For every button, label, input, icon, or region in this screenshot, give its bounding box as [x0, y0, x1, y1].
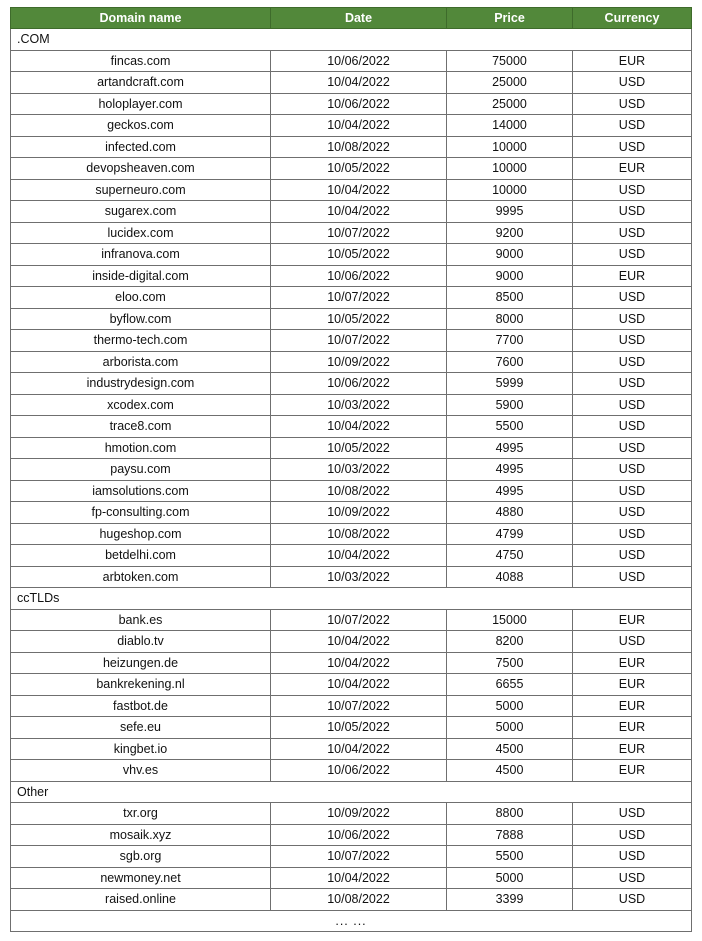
domain-cell: superneuro.com — [11, 179, 271, 201]
domain-cell: sgb.org — [11, 846, 271, 868]
price-cell: 8500 — [447, 287, 573, 309]
date-cell: 10/06/2022 — [271, 265, 447, 287]
table-row — [11, 609, 692, 631]
date-cell: 10/03/2022 — [271, 566, 447, 588]
date-cell: 10/06/2022 — [271, 824, 447, 846]
domain-cell: kingbet.io — [11, 738, 271, 760]
domain-cell: paysu.com — [11, 459, 271, 481]
domain-cell: industrydesign.com — [11, 373, 271, 395]
date-cell: 10/04/2022 — [271, 416, 447, 438]
date-cell: 10/04/2022 — [271, 631, 447, 653]
domain-cell: infranova.com — [11, 244, 271, 266]
currency-cell: USD — [573, 459, 692, 481]
date-cell: 10/07/2022 — [271, 695, 447, 717]
table-row — [11, 330, 692, 352]
domain-cell: bankrekening.nl — [11, 674, 271, 696]
date-cell: 10/04/2022 — [271, 674, 447, 696]
domain-cell: holoplayer.com — [11, 93, 271, 115]
table-row — [11, 824, 692, 846]
currency-cell: USD — [573, 222, 692, 244]
table-row — [11, 93, 692, 115]
currency-cell: USD — [573, 867, 692, 889]
currency-cell: USD — [573, 502, 692, 524]
table-row — [11, 244, 692, 266]
domain-cell: lucidex.com — [11, 222, 271, 244]
price-cell: 9200 — [447, 222, 573, 244]
date-cell: 10/05/2022 — [271, 244, 447, 266]
section-row — [11, 29, 692, 51]
domain-cell: arborista.com — [11, 351, 271, 373]
currency-cell: USD — [573, 437, 692, 459]
domain-sales-table — [10, 7, 692, 932]
domain-cell: txr.org — [11, 803, 271, 825]
currency-cell: USD — [573, 330, 692, 352]
price-cell: 75000 — [447, 50, 573, 72]
price-cell: 4500 — [447, 760, 573, 782]
domain-cell: thermo-tech.com — [11, 330, 271, 352]
table-row — [11, 416, 692, 438]
currency-cell: USD — [573, 201, 692, 223]
date-cell: 10/09/2022 — [271, 502, 447, 524]
price-cell: 9995 — [447, 201, 573, 223]
price-cell: 5000 — [447, 867, 573, 889]
currency-cell: USD — [573, 72, 692, 94]
column-header-price: Price — [447, 8, 573, 29]
table-row — [11, 674, 692, 696]
price-cell: 7888 — [447, 824, 573, 846]
domain-cell: artandcraft.com — [11, 72, 271, 94]
domain-cell: infected.com — [11, 136, 271, 158]
table-row — [11, 889, 692, 911]
currency-cell: USD — [573, 846, 692, 868]
price-cell: 4880 — [447, 502, 573, 524]
date-cell: 10/04/2022 — [271, 738, 447, 760]
currency-cell: EUR — [573, 652, 692, 674]
currency-cell: EUR — [573, 717, 692, 739]
domain-cell: inside-digital.com — [11, 265, 271, 287]
domain-cell: iamsolutions.com — [11, 480, 271, 502]
table-row — [11, 308, 692, 330]
date-cell: 10/08/2022 — [271, 889, 447, 911]
price-cell: 4995 — [447, 480, 573, 502]
price-cell: 5500 — [447, 416, 573, 438]
table-row — [11, 480, 692, 502]
date-cell: 10/03/2022 — [271, 459, 447, 481]
date-cell: 10/05/2022 — [271, 717, 447, 739]
section-title: Other — [11, 781, 692, 803]
domain-cell: trace8.com — [11, 416, 271, 438]
price-cell: 4500 — [447, 738, 573, 760]
table-row — [11, 717, 692, 739]
date-cell: 10/07/2022 — [271, 846, 447, 868]
date-cell: 10/07/2022 — [271, 222, 447, 244]
price-cell: 4750 — [447, 545, 573, 567]
currency-cell: USD — [573, 93, 692, 115]
price-cell: 10000 — [447, 136, 573, 158]
domain-cell: byflow.com — [11, 308, 271, 330]
table-row — [11, 652, 692, 674]
price-cell: 5000 — [447, 695, 573, 717]
domain-cell: sugarex.com — [11, 201, 271, 223]
table-row — [11, 158, 692, 180]
footer-row — [11, 910, 692, 932]
price-cell: 5500 — [447, 846, 573, 868]
date-cell: 10/04/2022 — [271, 72, 447, 94]
date-cell: 10/05/2022 — [271, 437, 447, 459]
price-cell: 7600 — [447, 351, 573, 373]
currency-cell: EUR — [573, 738, 692, 760]
domain-cell: bank.es — [11, 609, 271, 631]
date-cell: 10/03/2022 — [271, 394, 447, 416]
domain-cell: eloo.com — [11, 287, 271, 309]
currency-cell: USD — [573, 287, 692, 309]
currency-cell: USD — [573, 373, 692, 395]
table-header — [11, 8, 692, 29]
table-row — [11, 545, 692, 567]
domain-cell: hugeshop.com — [11, 523, 271, 545]
date-cell: 10/08/2022 — [271, 136, 447, 158]
currency-cell: USD — [573, 566, 692, 588]
domain-cell: betdelhi.com — [11, 545, 271, 567]
date-cell: 10/07/2022 — [271, 287, 447, 309]
date-cell: 10/04/2022 — [271, 201, 447, 223]
table-row — [11, 265, 692, 287]
table-row — [11, 803, 692, 825]
date-cell: 10/07/2022 — [271, 609, 447, 631]
table-row — [11, 287, 692, 309]
date-cell: 10/04/2022 — [271, 545, 447, 567]
table-row — [11, 502, 692, 524]
domain-cell: xcodex.com — [11, 394, 271, 416]
table-row — [11, 179, 692, 201]
column-header-date: Date — [271, 8, 447, 29]
price-cell: 5900 — [447, 394, 573, 416]
section-title: ccTLDs — [11, 588, 692, 610]
date-cell: 10/06/2022 — [271, 373, 447, 395]
date-cell: 10/04/2022 — [271, 179, 447, 201]
domain-cell: fp-consulting.com — [11, 502, 271, 524]
date-cell: 10/06/2022 — [271, 50, 447, 72]
table-row — [11, 72, 692, 94]
price-cell: 5999 — [447, 373, 573, 395]
table-row — [11, 523, 692, 545]
currency-cell: USD — [573, 394, 692, 416]
currency-cell: EUR — [573, 674, 692, 696]
date-cell: 10/04/2022 — [271, 115, 447, 137]
domain-sales-sheet — [10, 7, 691, 932]
currency-cell: USD — [573, 631, 692, 653]
domain-cell: heizungen.de — [11, 652, 271, 674]
section-row — [11, 781, 692, 803]
table-row — [11, 695, 692, 717]
table-row — [11, 738, 692, 760]
currency-cell: USD — [573, 824, 692, 846]
currency-cell: USD — [573, 523, 692, 545]
table-row — [11, 50, 692, 72]
price-cell: 5000 — [447, 717, 573, 739]
domain-cell: devopsheaven.com — [11, 158, 271, 180]
date-cell: 10/05/2022 — [271, 158, 447, 180]
domain-cell: newmoney.net — [11, 867, 271, 889]
price-cell: 4995 — [447, 459, 573, 481]
table-row — [11, 846, 692, 868]
currency-cell: EUR — [573, 609, 692, 631]
currency-cell: USD — [573, 416, 692, 438]
price-cell: 4995 — [447, 437, 573, 459]
currency-cell: USD — [573, 115, 692, 137]
table-row — [11, 760, 692, 782]
price-cell: 10000 — [447, 158, 573, 180]
table-row — [11, 631, 692, 653]
domain-cell: arbtoken.com — [11, 566, 271, 588]
date-cell: 10/04/2022 — [271, 867, 447, 889]
domain-cell: diablo.tv — [11, 631, 271, 653]
price-cell: 15000 — [447, 609, 573, 631]
price-cell: 25000 — [447, 93, 573, 115]
currency-cell: EUR — [573, 158, 692, 180]
table-row — [11, 566, 692, 588]
domain-cell: mosaik.xyz — [11, 824, 271, 846]
currency-cell: EUR — [573, 695, 692, 717]
price-cell: 10000 — [447, 179, 573, 201]
price-cell: 25000 — [447, 72, 573, 94]
section-row — [11, 588, 692, 610]
currency-cell: USD — [573, 308, 692, 330]
domain-cell: raised.online — [11, 889, 271, 911]
price-cell: 7700 — [447, 330, 573, 352]
currency-cell: USD — [573, 889, 692, 911]
table-row — [11, 136, 692, 158]
table-row — [11, 115, 692, 137]
price-cell: 8200 — [447, 631, 573, 653]
domain-cell: fincas.com — [11, 50, 271, 72]
more-rows-ellipsis: ... ... — [11, 910, 692, 932]
table-row — [11, 459, 692, 481]
date-cell: 10/09/2022 — [271, 803, 447, 825]
currency-cell: USD — [573, 480, 692, 502]
currency-cell: EUR — [573, 50, 692, 72]
currency-cell: USD — [573, 136, 692, 158]
price-cell: 8800 — [447, 803, 573, 825]
price-cell: 4088 — [447, 566, 573, 588]
domain-cell: hmotion.com — [11, 437, 271, 459]
currency-cell: USD — [573, 179, 692, 201]
date-cell: 10/05/2022 — [271, 308, 447, 330]
date-cell: 10/06/2022 — [271, 760, 447, 782]
table-row — [11, 867, 692, 889]
header-row — [11, 8, 692, 29]
table-row — [11, 437, 692, 459]
currency-cell: USD — [573, 351, 692, 373]
price-cell: 9000 — [447, 265, 573, 287]
price-cell: 8000 — [447, 308, 573, 330]
table-row — [11, 373, 692, 395]
table-row — [11, 351, 692, 373]
domain-cell: sefe.eu — [11, 717, 271, 739]
date-cell: 10/06/2022 — [271, 93, 447, 115]
price-cell: 14000 — [447, 115, 573, 137]
price-cell: 7500 — [447, 652, 573, 674]
domain-cell: geckos.com — [11, 115, 271, 137]
price-cell: 9000 — [447, 244, 573, 266]
date-cell: 10/09/2022 — [271, 351, 447, 373]
domain-cell: fastbot.de — [11, 695, 271, 717]
column-header-currency: Currency — [573, 8, 692, 29]
currency-cell: USD — [573, 803, 692, 825]
section-title: .COM — [11, 29, 692, 51]
currency-cell: USD — [573, 545, 692, 567]
price-cell: 3399 — [447, 889, 573, 911]
table-body — [11, 29, 692, 932]
table-row — [11, 222, 692, 244]
currency-cell: EUR — [573, 265, 692, 287]
date-cell: 10/04/2022 — [271, 652, 447, 674]
currency-cell: EUR — [573, 760, 692, 782]
domain-cell: vhv.es — [11, 760, 271, 782]
table-row — [11, 394, 692, 416]
currency-cell: USD — [573, 244, 692, 266]
column-header-domain: Domain name — [11, 8, 271, 29]
price-cell: 6655 — [447, 674, 573, 696]
table-row — [11, 201, 692, 223]
date-cell: 10/08/2022 — [271, 480, 447, 502]
price-cell: 4799 — [447, 523, 573, 545]
date-cell: 10/08/2022 — [271, 523, 447, 545]
date-cell: 10/07/2022 — [271, 330, 447, 352]
